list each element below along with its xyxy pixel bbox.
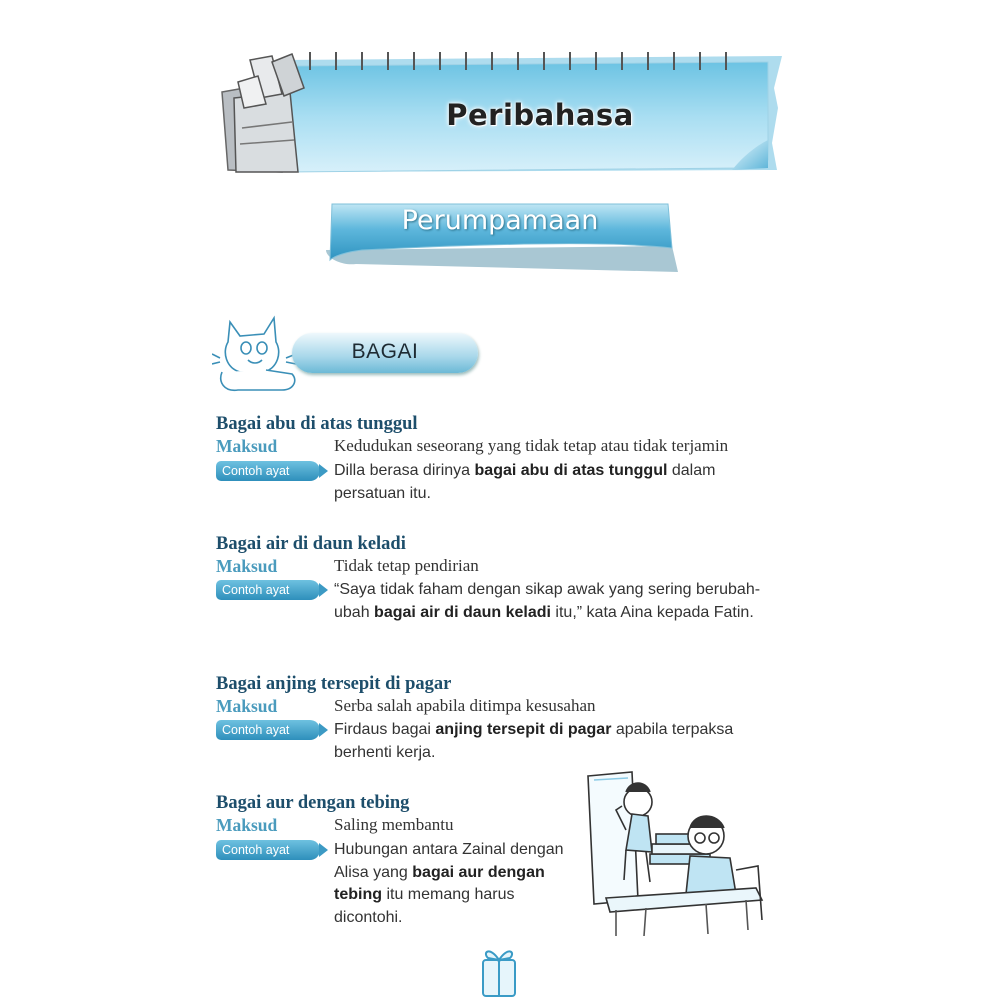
contoh-text: Hubungan antara Zainal dengan Alisa yang bagai aur dengan tebing itu memang harus dicontohi. <box>334 841 564 926</box>
maksud-label: Maksud <box>216 436 278 456</box>
entry-title: Bagai abu di atas tunggul <box>216 414 418 434</box>
folder-icon <box>222 54 304 172</box>
children-illustration <box>586 770 766 938</box>
entry-title: Bagai anjing tersepit di pagar <box>216 674 452 694</box>
contoh-badge: Contoh ayat <box>216 580 320 600</box>
contoh-text: “Saya tidak faham dengan sikap awak yang sering berubah-ubah bagai air di daun keladi itu,” kata Aina kepada Fatin. <box>334 581 761 621</box>
maksud-text: Saling membantu <box>334 815 454 834</box>
maksud-label: Maksud <box>216 815 278 835</box>
contoh-text: Dilla berasa dirinya bagai abu di atas tunggul dalam persatuan itu. <box>334 462 716 502</box>
contoh-badge: Contoh ayat <box>216 720 320 740</box>
contoh-badge: Contoh ayat <box>216 461 320 481</box>
maksud-label: Maksud <box>216 696 278 716</box>
contoh-text: Firdaus bagai anjing tersepit di pagar apabila terpaksa berhenti kerja. <box>334 721 734 761</box>
entry-title: Bagai aur dengan tebing <box>216 793 410 813</box>
category-label: BAGAI <box>351 340 419 363</box>
maksud-text: Tidak tetap pendirian <box>334 556 479 575</box>
contoh-badge: Contoh ayat <box>216 840 320 860</box>
page-title: Peribahasa <box>446 98 634 132</box>
cat-icon <box>212 312 302 396</box>
maksud-text: Serba salah apabila ditimpa kesusahan <box>334 696 596 715</box>
maksud-text: Kedudukan seseorang yang tidak tetap atau tidak terjamin <box>334 436 729 455</box>
entry-title: Bagai air di daun keladi <box>216 534 406 554</box>
gift-icon <box>476 944 522 1000</box>
section-title: Perumpamaan <box>401 205 599 236</box>
maksud-label: Maksud <box>216 556 278 576</box>
